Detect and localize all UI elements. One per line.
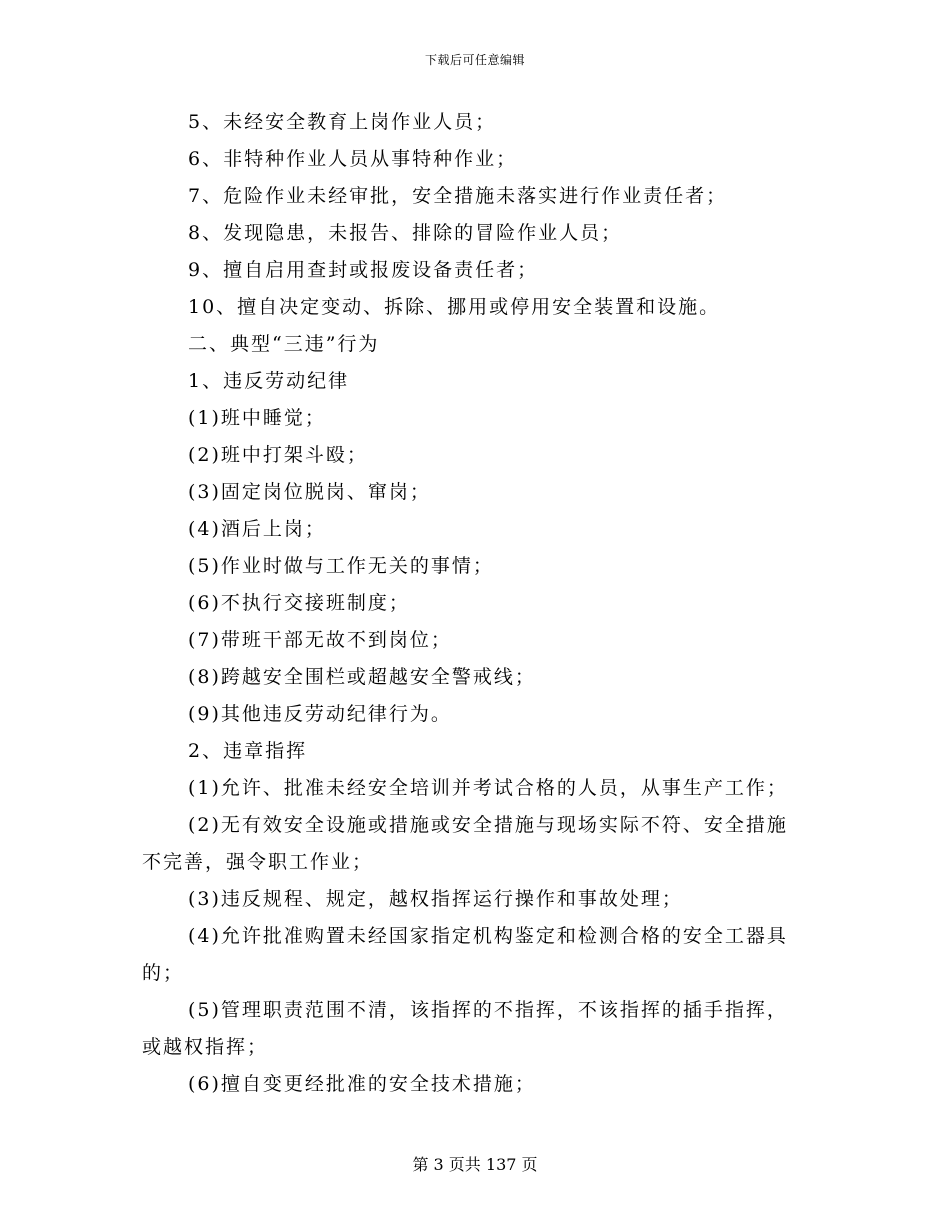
list-item-continuation: 不完善，强令职工作业； xyxy=(142,851,374,873)
list-item: (4)酒后上岗； xyxy=(188,518,326,540)
list-item-multiline xyxy=(142,813,810,875)
list-item: 9、擅自启用查封或报废设备责任者； xyxy=(188,259,539,281)
list-item-multiline xyxy=(142,924,810,986)
list-item-multiline xyxy=(142,1072,810,1097)
list-item: 10、擅自决定变动、拆除、挪用或停用安全装置和设施。 xyxy=(188,296,721,318)
list-item-line: (3)违反规程、规定，越权指挥运行操作和事故处理； xyxy=(188,888,683,910)
list-item: (1)允许、批准未经安全培训并考试合格的人员，从事生产工作； xyxy=(188,777,788,799)
page-header: 下载后可任意编辑 xyxy=(424,53,525,67)
list-item-line: (4)允许批准购置未经国家指定机构鉴定和检测合格的安全工器具 xyxy=(188,925,788,947)
list-item: (5)作业时做与工作无关的事情； xyxy=(188,555,494,577)
list-item: (6)不执行交接班制度； xyxy=(188,592,410,614)
list-item-line: (6)擅自变更经批准的安全技术措施； xyxy=(188,1073,536,1095)
list-item-multiline xyxy=(142,998,810,1060)
page-number: 第 3 页共 137 页 xyxy=(412,1155,538,1174)
subsection-heading: 1、违反劳动纪律 xyxy=(188,370,350,392)
list-item: (2)班中打架斗殴； xyxy=(188,444,368,466)
list-item: 8、发现隐患，未报告、排除的冒险作业人员； xyxy=(188,222,623,244)
list-item: (9)其他违反劳动纪律行为。 xyxy=(188,703,452,725)
list-item: 6、非特种作业人员从事特种作业； xyxy=(188,148,518,170)
list-item: (8)跨越安全围栏或超越安全警戒线； xyxy=(188,666,536,688)
list-item-multiline xyxy=(142,887,810,912)
subsection-heading: 2、违章指挥 xyxy=(188,740,308,762)
list-item: (1)班中睡觉； xyxy=(188,407,326,429)
section-heading: 二、典型“三违”行为 xyxy=(188,333,380,355)
list-item-line: (2)无有效安全设施或措施或安全措施与现场实际不符、安全措施 xyxy=(188,814,788,836)
list-item: 7、危险作业未经审批，安全措施未落实进行作业责任者； xyxy=(188,185,728,207)
list-item-continuation: 或越权指挥； xyxy=(142,1036,269,1058)
list-item: (3)固定岗位脱岗、窜岗； xyxy=(188,481,431,503)
list-item-continuation: 的； xyxy=(142,962,185,984)
document-body xyxy=(142,110,810,1109)
list-item-line: (5)管理职责范围不清，该指挥的不指挥，不该指挥的插手指挥， xyxy=(188,999,788,1021)
list-item: (7)带班干部无故不到岗位； xyxy=(188,629,452,651)
list-item: 5、未经安全教育上岗作业人员； xyxy=(188,111,497,133)
